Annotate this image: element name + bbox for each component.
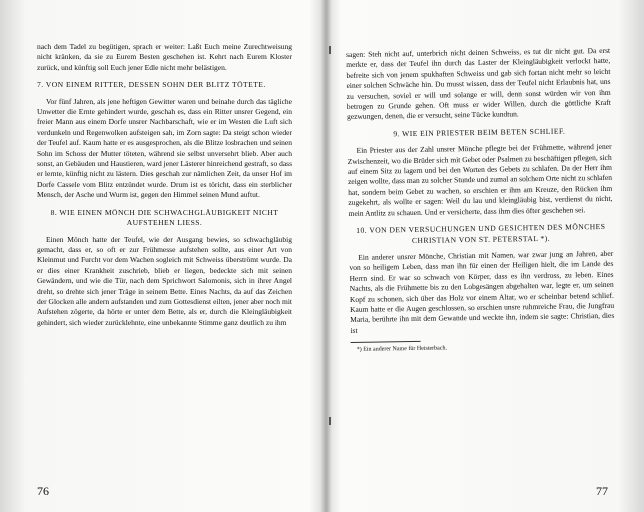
section-7-paragraph: Vor fünf Jahren, als jene heftigen Gewitter waren und beinahe durch das tägliche Unwetter die Ernte gehindert wurde, geschah es, dass ein Ritter unsrer Gegend, ein freier Mann aus einem Dorfe unsrer Nachbarschaft, wie er im Westen die Luft sich verdunkeln und Regenwolken aufsteigen sah, im Zorn sagte: Da steigt schon wieder der Teufel auf. Kaum hatte er es ausgesprochen, als die Blitze losbrachen und seinen Sohn im Schoss der Mutter töteten, während sie selbst unversehrt blieb. Aber auch sonst, an Gebäuden und Haustieren, ward jener Lästerer hinreichend gestraft, so dass er lernte, künftig nicht zu lästern. Dies geschah zur nämlichen Zeit, da unser Hof im Dorfe Cassele vom Blitz entzündet wurde. Drum ist es töricht, dass ein sterblicher Mensch, der Asche und Wurm ist, gegen den Himmel seinen Mund auftut. — [37, 96, 292, 200]
right-page-number: 77 — [596, 484, 608, 498]
section-9-paragraph: Ein Priester aus der Zahl unsrer Mönche pflegte bei der Frühmette, während jener Zwischenzeit, wo die Brüder sich mit Gebet oder Psalmen zu beschäftigen pflegen, sich auf einem Sitz zu lagern und bei den Worten des Gebets zu schlafen. Da der Herr ihm zeigen wollte, dass man zu solcher Stunde und zumal an solchem Orte nicht zu schlafen hat, sondern beim Gebet zu wachen, so erschien er ihm am Kreuze, den Rücken ihm zugekehrt, als wollte er sagen: Weil du lau und kleingläubig bist, verdienst du nicht, mein Antlitz zu schauen. Und er versicherte, dass ihm dies öfter geschehen sei. — [347, 142, 613, 218]
footnote: *) Ein anderer Name für Heisterbach. — [356, 345, 448, 354]
right-page — [346, 46, 615, 354]
gutter-mark — [329, 46, 331, 54]
book-gutter — [320, 0, 332, 512]
section-9-heading: 9. WIE EIN PRIESTER BEIM BETEN SCHLIEF. — [393, 126, 566, 139]
gutter-mark — [329, 417, 331, 425]
left-page — [37, 42, 292, 328]
right-intro-paragraph: sagen: Steh nicht auf, unterbrich nicht deinen Schweiss, es tut dir nicht gut. Da erst merkte er, dass der Teufel ihn durch das Laster der Kleingläubigkeit verlockt hatte, befreite sich von jenem spukhaften Schweiss und gab sich fortan nicht mehr so leicht einer solchen Schwäche hin. Du musst wissen, dass der Teufel nicht Erlaubnis hat, uns zu versuchen, soviel er will und solange er will, denn sonst würden wir von ihm betrogen zu Grunde gehen. Oft muss er wider Willen, durch die göttliche Kraft gezwungen, denen, die er versucht, seine Tücke kundtun. — [346, 45, 611, 122]
section-7-heading: 7. VON EINEM RITTER, DESSEN SOHN DER BLITZ TÖTETE. — [37, 80, 266, 90]
left-intro-paragraph: nach dem Tadel zu begütigen, sprach er weiter: Laßt Euch meine Zurechtweisung nicht kränken, da sie zu Eurem Besten geschehen ist. Kehrt nach Eurem Kloster zurück, und künftig soll Euch jener Edle nicht mehr belästigen. — [37, 42, 292, 72]
section-8-heading: 8. WIE EINEN MÖNCH DIE SCHWACHGLÄUBIGKEIT NICHT AUFSTEHEN LIESS. — [50, 207, 279, 228]
section-10-heading: 10. VON DEN VERSUCHUNGEN UND GESICHTEN DES MÖNCHES CHRISTIAN VON ST. PETERSTAL *). — [356, 222, 606, 245]
section-8-paragraph: Einen Mönch hatte der Teufel, wie der Ausgang bewies, so schwachgläubig gemacht, dass er, so oft er zur Frühmesse aufstehen sollte, aus einer Art von Kleinmut und Furcht vor dem Wachen sogleich mit Schweiss überströmt wurde. Da er dies einer Krankheit zuschrieb, blieb er liegen, bedeckte sich mit seinen Gewändern, und wie die Tür, nach dem Sprichwort Salomonis, sich in ihrer Angel dreht, so drehte sich jener Träge in seinem Bette. Eines Nachts, da auf das Zeichen der Glocken alle andern aufstanden und zum Gottesdienst eilten, jener aber noch mit Aufstehen zögerte, da hörte er unter dem Bette, als er, durch die Kleingläubigkeit gehindert, sich wieder zurücklehnte, eine unbekannte Stimme ganz deutlich zu ihm — [37, 234, 292, 327]
section-10-paragraph: Ein anderer unsrer Mönche, Christian mit Namen, war zwar jung an Jahren, aber von so heiligem Leben, dass man ihn für einen der Heiligen hielt, die im Lande des Herrn sind. Er war so schwach von Körper, dass es ihn verdross, zu leben. Eines Nachts, als die Frühmette bis zu den Lobgesängen abgehalten war, legte er, um seinen Kopf zu schonen, sich über das Holz vor einem Altar, wo er scheinbar betend schlief. Kaum hatte er die Augen geschlossen, so erschien unsre ruhmreiche Frau, die Jungfrau Maria, berührte ihn mit dem Gewande und weckte ihn, indem sie sagte: Christian, dies ist — [349, 248, 615, 335]
footnote-rule — [351, 341, 421, 343]
left-page-number: 76 — [37, 484, 49, 498]
